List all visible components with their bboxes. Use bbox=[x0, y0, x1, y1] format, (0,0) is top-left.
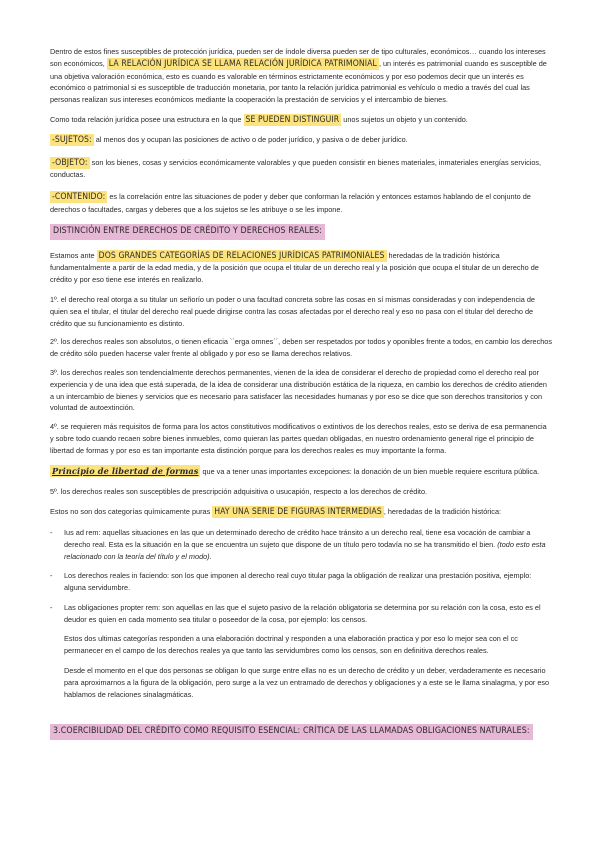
highlight-sujetos: -SUJETOS: bbox=[52, 134, 92, 145]
highlight-contenido: -CONTENIDO: bbox=[52, 192, 106, 203]
paragraph-point-4: 4º. se requieren más requisitos de forma para los actos constitutivos modificativos o extintivos de los derechos reales, esto se deriva de esa permanencia y sobre todo cuando recaen sobre bienes inmuebles, como quieran las partes quedan obligadas, en nuestro ordenamiento general rige el principio de libertad de formas y por eso es tan importante esta distinción porque para los derechos reales es muy importante la forma. bbox=[50, 422, 547, 455]
paragraph-contenido bbox=[50, 191, 552, 216]
bullet-dash: - bbox=[50, 527, 53, 537]
paragraph-point-2: 2º. los derechos reales son absolutos, o tienen eficacia ``erga omnes´´, deben ser respetados por todos y oponibles frente a todos, en cambio los derechos de crédito sólo pueden hacerse valer frente al obligado y por eso se llama derechos relativos. bbox=[50, 337, 552, 359]
text: Las obligaciones propter rem: son aquellas en las que el sujeto pasivo de la relación obligatoria se determina por su relación con la cosa, esto es el deudor es quien en cada momento sea titular o poseedor de la cosa, por ejemplo: los censos. bbox=[64, 602, 541, 624]
bullet-dash: - bbox=[50, 571, 53, 581]
text: que va a tener unas importantes excepciones: la donación de un bien mueble requiere escritura pública. bbox=[200, 466, 540, 476]
text: Los derechos reales in faciendo: son los que imponen al derecho real cuyo titular paga la obligación de realizar una prestación positiva, ejemplo: alguna servidumbre. bbox=[64, 571, 532, 593]
paragraph-principio bbox=[50, 466, 552, 478]
highlight-relacion-juridica-patrimonial: LA RELACIÓN JURÍDICA SE LLAMA RELACIÓN JURÍDICA PATRIMONIAL bbox=[108, 58, 377, 69]
text: unos sujetos un objeto y un contenido. bbox=[341, 114, 468, 124]
list-item-propter-rem bbox=[50, 602, 552, 626]
document-page bbox=[50, 46, 552, 740]
text: , un interés es patrimonial cuando es susceptible de una objetiva valoración económica, esto es cuando es valorable en términos estrictamente económicos y por eso podemos decir que un interés es económico o patrimonial si es susceptible de traducción monetaria, por tanto la relación jurídica patrimonial es vehículo o medio a través del cual las personas realizan sus intereses económicos mediante la cooperación la prestación de servicios y el intercambio de bienes. bbox=[50, 58, 547, 105]
text-italic: (todo esto esta relacionado con la teoría del título y el modo). bbox=[64, 539, 546, 561]
text: heredadas de la tradición histórica fundamentalmente a partir de la edad media, y de la posición que ocupa el titular de un derecho real y la posición que ocupa el titular de un derecho de crédito y por eso tiene ese interés en realizarlo. bbox=[50, 250, 539, 285]
text: Como toda relación jurídica posee una estructura en la que bbox=[50, 114, 244, 124]
paragraph-dos-ultimas: Estos dos ultimas categorías responden a una elaboración doctrinal y responden a una elaboración practica y por eso lo mejor sea con el cc permanecer en el campo de los derechos reales ya que tanto las servidumbres como los censos, son en definitiva derechos reales. bbox=[64, 634, 518, 656]
highlight-objeto: -OBJETO: bbox=[52, 157, 88, 168]
text: Ius ad rem: aquellas situaciones en las que un determinado derecho de crédito hace tránsito a un derecho real, tiene esa vocación de cambiar a derecho real. Esta es la situación en la que se encuentra un sujeto que dispone de un título pero todavía no se ha transmitido el bien. bbox=[64, 527, 531, 549]
paragraph-estructura bbox=[50, 114, 552, 127]
highlight-figuras-intermedias: HAY UNA SERIE DE FIGURAS INTERMEDIAS bbox=[214, 507, 382, 518]
text: , heredadas de la tradición histórica: bbox=[383, 507, 502, 517]
text: es la correlación entre las situaciones de poder y deber que conforman la relación y entonces estamos hablando de el conjunto de derechos o facultades, cargas y deberes que a los sujetos se les atribuye o se les impone. bbox=[50, 192, 531, 214]
section-heading-distincion bbox=[50, 224, 552, 240]
paragraph-point-1: 1º. el derecho real otorga a su titular un señorío un poder o una facultad concreta sobre las cosas en sí mismas consideradas y con independencia de quien sea el titular, el titular del derecho real puede dirigirse contra las cosas afectadas por el derecho real y eso no pasa con el titular del derecho de crédito que su funcionamiento es distinto. bbox=[50, 294, 535, 328]
paragraph-point-3: 3º. los derechos reales son tendencialmente derechos permanentes, vienen de la idea de considerar el derecho de propiedad como el derecho real por experiencia y de una idea que está superada, de la idea de considerar una distribución estática de la riqueza, en cambio los derechos de crédito atienden a un intercambio de bienes y servicios que es necesario para satisfacer las necesidades humanas y por eso se dice que son derechos transitorios y con voluntad de autoextinción. bbox=[50, 367, 547, 413]
highlight-se-pueden-distinguir: SE PUEDEN DISTINGUIR bbox=[245, 114, 340, 125]
paragraph-point-5: 5º. los derechos reales son susceptibles de prescripción adquisitiva o usucapión, respecto a los derechos de crédito. bbox=[50, 487, 428, 497]
paragraph-objeto bbox=[50, 157, 552, 182]
bullet-dash: - bbox=[50, 602, 53, 612]
text: Estos no son dos categorías químicamente puras bbox=[50, 507, 213, 517]
paragraph-sinalagma: Desde el momento en el que dos personas se obligan lo que surge entre ellas no es un derecho de crédito y un deber, verdaderamente es necesario para aproximarnos a la figura de la obligación, pero surge a la vez un entramado de derechos y obligaciones y a este se le llama sinalagma, y por eso hablamos de relaciones sinalagmáticas. bbox=[64, 666, 550, 699]
list-item-in-faciendo bbox=[50, 570, 552, 594]
highlight-principio-libertad-formas: Principio de libertad de formas bbox=[52, 465, 199, 476]
heading-distincion: DISTINCIÓN ENTRE DERECHOS DE CRÉDITO Y DERECHOS REALES: bbox=[50, 224, 325, 240]
highlight-dos-grandes-categorias: DOS GRANDES CATEGORÍAS DE RELACIONES JURÍDICAS PATRIMONIALES bbox=[98, 250, 385, 261]
text: Dentro de estos fines susceptibles de protección jurídica, pueden ser de índole diversa pueden ser de tipo culturales, económicos… cuando los intereses son económicos, bbox=[50, 47, 546, 68]
paragraph-sujetos bbox=[50, 134, 552, 147]
list-item-ius-ad-rem bbox=[50, 527, 552, 562]
paragraph-fines-proteccion bbox=[50, 46, 552, 106]
paragraph-figuras-intermedias bbox=[50, 506, 552, 519]
text: son los bienes, cosas y servicios económicamente valorables y que pueden consistir en bienes materiales, inmateriales energías servicios, conductas. bbox=[50, 157, 542, 180]
text: Estamos ante bbox=[50, 250, 97, 260]
text: al menos dos y ocupan las posiciones de activo o de poder jurídico, y pasiva o de deber jurídico. bbox=[93, 134, 408, 144]
paragraph-dos-categorias bbox=[50, 250, 552, 286]
section-heading-coercibilidad bbox=[50, 724, 552, 740]
heading-coercibilidad: 3.COERCIBILIDAD DEL CRÉDITO COMO REQUISITO ESENCIAL: CRÍTICA DE LAS LLAMADAS OBLIGACIONES NATURALES: bbox=[50, 724, 533, 740]
